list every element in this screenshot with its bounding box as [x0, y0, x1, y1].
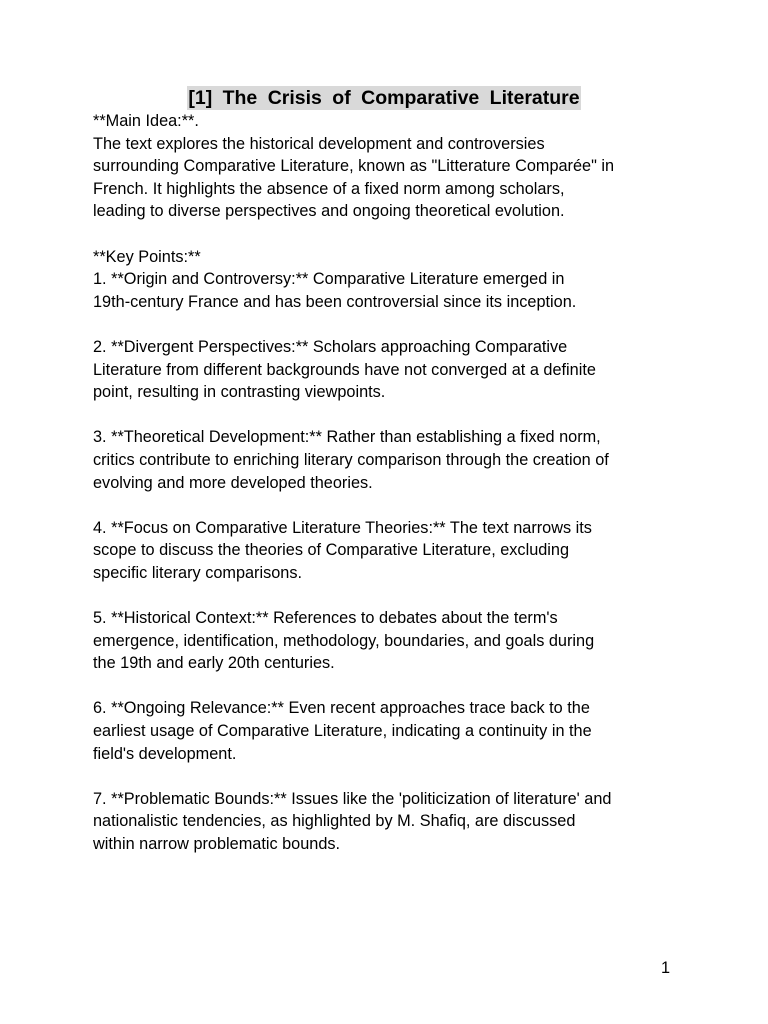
key-point-line: point, resulting in contrasting viewpoints.: [93, 383, 386, 402]
key-point-line: 19th-century France and has been controversial since its inception.: [93, 292, 577, 311]
paragraph-spacer: [93, 223, 693, 246]
key-point-line: field's development.: [93, 744, 237, 763]
main-idea-line: surrounding Comparative Literature, known as "Litterature Comparée" in: [93, 157, 615, 176]
key-point-line: 1. **Origin and Controversy:** Comparative Literature emerged in: [93, 270, 565, 289]
paragraph-spacer: [93, 675, 693, 698]
paragraph-spacer: [93, 404, 693, 427]
key-point-7: [93, 788, 693, 856]
key-point-line: 3. **Theoretical Development:** Rather than establishing a fixed norm,: [93, 428, 601, 447]
title-container: [0, 86, 768, 110]
key-point-line: Literature from different backgrounds have not converged at a definite: [93, 360, 596, 379]
key-point-line: 6. **Ongoing Relevance:** Even recent approaches trace back to the: [93, 699, 590, 718]
key-point-line: 4. **Focus on Comparative Literature Theories:** The text narrows its: [93, 518, 592, 537]
key-point-line: 2. **Divergent Perspectives:** Scholars approaching Comparative: [93, 337, 568, 356]
main-idea-line: The text explores the historical development and controversies: [93, 134, 545, 153]
key-point-line: nationalistic tendencies, as highlighted by M. Shafiq, are discussed: [93, 812, 576, 831]
key-point-1: [93, 268, 693, 313]
key-point-3: [93, 426, 693, 494]
key-point-line: 5. **Historical Context:** References to debates about the term's: [93, 609, 558, 628]
page-number: 1: [661, 959, 671, 977]
key-point-5: [93, 607, 693, 675]
key-point-line: within narrow problematic bounds.: [93, 835, 341, 853]
key-point-6: [93, 697, 693, 765]
key-point-line: critics contribute to enriching literary comparison through the creation of: [93, 450, 609, 469]
main-idea-line: French. It highlights the absence of a fixed norm among scholars,: [93, 179, 565, 198]
key-point-line: emergence, identification, methodology, boundaries, and goals during: [93, 631, 595, 650]
paragraph-spacer: [93, 765, 693, 788]
key-point-line: scope to discuss the theories of Comparative Literature, excluding: [93, 541, 570, 560]
key-point-line: 7. **Problematic Bounds:** Issues like the 'politicization of literature' and: [93, 789, 612, 808]
paragraph-spacer: [93, 584, 693, 607]
key-points-label: **Key Points:**: [93, 247, 201, 266]
key-point-line: evolving and more developed theories.: [93, 473, 373, 492]
key-point-line: specific literary comparisons.: [93, 563, 303, 582]
document-body: [93, 110, 693, 856]
paragraph-spacer: [93, 494, 693, 517]
main-idea-label: **Main Idea:**.: [93, 112, 199, 130]
key-point-line: the 19th and early 20th centuries.: [93, 654, 335, 673]
key-point-2: [93, 336, 693, 404]
key-point-line: earliest usage of Comparative Literature, indicating a continuity in the: [93, 722, 592, 741]
document-title: [1] The Crisis of Comparative Literature: [188, 87, 580, 109]
main-idea-line: leading to diverse perspectives and ongoing theoretical evolution.: [93, 202, 565, 221]
paragraph-spacer: [93, 313, 693, 336]
key-point-4: [93, 517, 693, 585]
